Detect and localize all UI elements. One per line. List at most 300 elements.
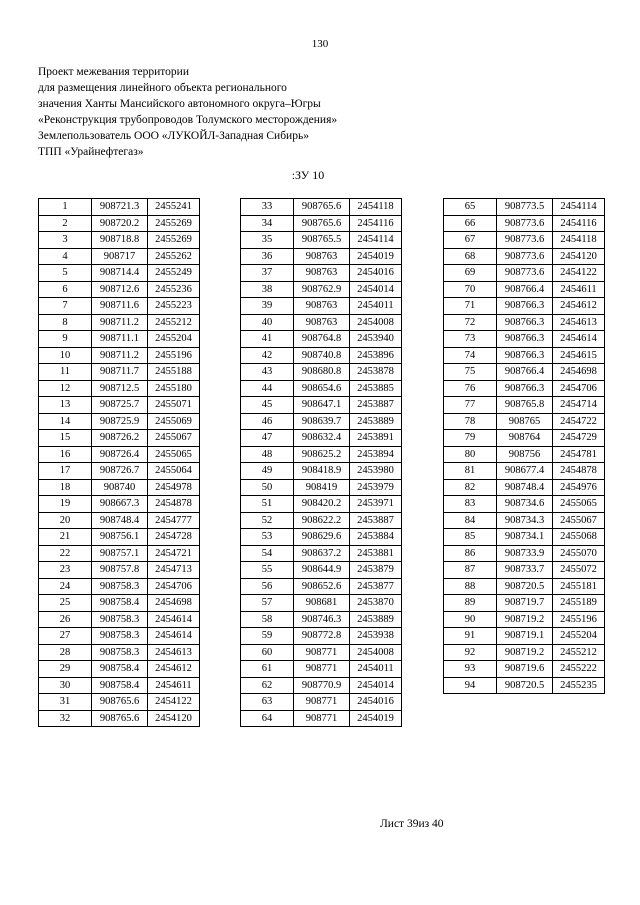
x-coordinate-cell: 908758.4 — [92, 661, 148, 678]
y-coordinate-cell: 2454713 — [148, 562, 200, 579]
x-coordinate-cell: 908667.3 — [92, 496, 148, 513]
point-number-cell: 92 — [444, 644, 497, 661]
y-coordinate-cell: 2453884 — [350, 529, 402, 546]
point-number-cell: 1 — [39, 199, 92, 216]
y-coordinate-cell: 2454698 — [553, 364, 605, 381]
table-row — [444, 446, 605, 463]
point-number-cell: 87 — [444, 562, 497, 579]
point-number-cell: 76 — [444, 380, 497, 397]
y-coordinate-cell: 2454698 — [148, 595, 200, 612]
point-number-cell: 67 — [444, 232, 497, 249]
point-number-cell: 65 — [444, 199, 497, 216]
x-coordinate-cell: 908711.2 — [92, 347, 148, 364]
table-row — [444, 529, 605, 546]
x-coordinate-cell: 908766.3 — [497, 380, 553, 397]
x-coordinate-cell: 908734.6 — [497, 496, 553, 513]
y-coordinate-cell: 2453980 — [350, 463, 402, 480]
x-coordinate-cell: 908758.3 — [92, 628, 148, 645]
point-number-cell: 94 — [444, 677, 497, 694]
x-coordinate-cell: 908748.4 — [92, 512, 148, 529]
x-coordinate-cell: 908765.6 — [92, 694, 148, 711]
point-number-cell: 74 — [444, 347, 497, 364]
x-coordinate-cell: 908740 — [92, 479, 148, 496]
table-row — [39, 644, 200, 661]
x-coordinate-cell: 908773.6 — [497, 248, 553, 265]
header-line: Землепользователь ООО «ЛУКОЙЛ-Западная Сибирь» — [38, 130, 309, 142]
y-coordinate-cell: 2455181 — [553, 578, 605, 595]
table-row — [444, 479, 605, 496]
point-number-cell: 55 — [241, 562, 294, 579]
point-number-cell: 46 — [241, 413, 294, 430]
table-row — [39, 595, 200, 612]
x-coordinate-cell: 908763 — [294, 265, 350, 282]
point-number-cell: 82 — [444, 479, 497, 496]
point-number-cell: 69 — [444, 265, 497, 282]
y-coordinate-cell: 2453938 — [350, 628, 402, 645]
point-number-cell: 16 — [39, 446, 92, 463]
point-number-cell: 9 — [39, 331, 92, 348]
point-number-cell: 93 — [444, 661, 497, 678]
point-number-cell: 75 — [444, 364, 497, 381]
point-number-cell: 84 — [444, 512, 497, 529]
y-coordinate-cell: 2454011 — [350, 661, 402, 678]
point-number-cell: 40 — [241, 314, 294, 331]
x-coordinate-cell: 908719.1 — [497, 628, 553, 645]
header-line: для размещения линейного объекта регионального — [38, 82, 287, 94]
y-coordinate-cell: 2454122 — [148, 694, 200, 711]
table-row — [241, 611, 402, 628]
y-coordinate-cell: 2453887 — [350, 397, 402, 414]
table-row — [444, 463, 605, 480]
coordinates-table-3 — [443, 198, 605, 694]
table-row — [39, 496, 200, 513]
table-row — [39, 677, 200, 694]
y-coordinate-cell: 2454118 — [553, 232, 605, 249]
point-number-cell: 62 — [241, 677, 294, 694]
y-coordinate-cell: 2454116 — [553, 215, 605, 232]
y-coordinate-cell: 2454016 — [350, 265, 402, 282]
x-coordinate-cell: 908717 — [92, 248, 148, 265]
y-coordinate-cell: 2454706 — [553, 380, 605, 397]
y-coordinate-cell: 2455065 — [553, 496, 605, 513]
y-coordinate-cell: 2455065 — [148, 446, 200, 463]
x-coordinate-cell: 908771 — [294, 644, 350, 661]
table-row — [241, 694, 402, 711]
x-coordinate-cell: 908771 — [294, 661, 350, 678]
table-row — [444, 644, 605, 661]
coordinates-table-1 — [38, 198, 200, 727]
x-coordinate-cell: 908766.3 — [497, 298, 553, 315]
point-number-cell: 5 — [39, 265, 92, 282]
point-number-cell: 25 — [39, 595, 92, 612]
table-row — [39, 314, 200, 331]
y-coordinate-cell: 2454714 — [553, 397, 605, 414]
point-number-cell: 38 — [241, 281, 294, 298]
x-coordinate-cell: 908644.9 — [294, 562, 350, 579]
x-coordinate-cell: 908766.3 — [497, 347, 553, 364]
point-number-cell: 39 — [241, 298, 294, 315]
y-coordinate-cell: 2455064 — [148, 463, 200, 480]
point-number-cell: 29 — [39, 661, 92, 678]
table-row — [241, 298, 402, 315]
table-row — [444, 248, 605, 265]
point-number-cell: 11 — [39, 364, 92, 381]
y-coordinate-cell: 2454614 — [148, 628, 200, 645]
table-row — [39, 661, 200, 678]
table-row — [241, 479, 402, 496]
header-line: ТПП «Урайнефтегаз» — [38, 146, 144, 158]
x-coordinate-cell: 908758.4 — [92, 595, 148, 612]
table-row — [39, 215, 200, 232]
table-row — [444, 677, 605, 694]
table-row — [39, 199, 200, 216]
y-coordinate-cell: 2454019 — [350, 248, 402, 265]
y-coordinate-cell: 2454706 — [148, 578, 200, 595]
x-coordinate-cell: 908637.2 — [294, 545, 350, 562]
point-number-cell: 37 — [241, 265, 294, 282]
x-coordinate-cell: 908711.2 — [92, 314, 148, 331]
table-row — [241, 265, 402, 282]
point-number-cell: 71 — [444, 298, 497, 315]
table-row — [241, 232, 402, 249]
y-coordinate-cell: 2455069 — [148, 413, 200, 430]
y-coordinate-cell: 2454014 — [350, 281, 402, 298]
table-row — [241, 215, 402, 232]
table-row — [444, 331, 605, 348]
table-row — [39, 281, 200, 298]
table-row — [241, 545, 402, 562]
x-coordinate-cell: 908766.4 — [497, 281, 553, 298]
x-coordinate-cell: 908773.6 — [497, 232, 553, 249]
point-number-cell: 10 — [39, 347, 92, 364]
x-coordinate-cell: 908758.3 — [92, 578, 148, 595]
y-coordinate-cell: 2454611 — [553, 281, 605, 298]
point-number-cell: 2 — [39, 215, 92, 232]
y-coordinate-cell: 2453881 — [350, 545, 402, 562]
y-coordinate-cell: 2455188 — [148, 364, 200, 381]
point-number-cell: 86 — [444, 545, 497, 562]
x-coordinate-cell: 908766.4 — [497, 364, 553, 381]
point-number-cell: 7 — [39, 298, 92, 315]
y-coordinate-cell: 2454120 — [553, 248, 605, 265]
y-coordinate-cell: 2454016 — [350, 694, 402, 711]
y-coordinate-cell: 2453896 — [350, 347, 402, 364]
point-number-cell: 45 — [241, 397, 294, 414]
table-row — [444, 545, 605, 562]
table-row — [39, 562, 200, 579]
point-number-cell: 72 — [444, 314, 497, 331]
point-number-cell: 59 — [241, 628, 294, 645]
table-row — [444, 232, 605, 249]
y-coordinate-cell: 2453878 — [350, 364, 402, 381]
table-row — [444, 215, 605, 232]
point-number-cell: 43 — [241, 364, 294, 381]
y-coordinate-cell: 2454612 — [553, 298, 605, 315]
y-coordinate-cell: 2455067 — [148, 430, 200, 447]
table-row — [241, 314, 402, 331]
header-line: Проект межевания территории — [38, 66, 189, 78]
table-row — [444, 496, 605, 513]
point-number-cell: 64 — [241, 710, 294, 727]
x-coordinate-cell: 908719.2 — [497, 611, 553, 628]
x-coordinate-cell: 908711.6 — [92, 298, 148, 315]
y-coordinate-cell: 2455269 — [148, 232, 200, 249]
y-coordinate-cell: 2453889 — [350, 611, 402, 628]
table-row — [39, 397, 200, 414]
point-number-cell: 49 — [241, 463, 294, 480]
y-coordinate-cell: 2453877 — [350, 578, 402, 595]
y-coordinate-cell: 2454114 — [350, 232, 402, 249]
point-number-cell: 60 — [241, 644, 294, 661]
y-coordinate-cell: 2454878 — [553, 463, 605, 480]
table-row — [241, 397, 402, 414]
table-row — [39, 298, 200, 315]
y-coordinate-cell: 2455212 — [553, 644, 605, 661]
y-coordinate-cell: 2454114 — [553, 199, 605, 216]
point-number-cell: 23 — [39, 562, 92, 579]
point-number-cell: 81 — [444, 463, 497, 480]
table-row — [39, 694, 200, 711]
x-coordinate-cell: 908765.6 — [294, 215, 350, 232]
point-number-cell: 70 — [444, 281, 497, 298]
table-row — [241, 512, 402, 529]
x-coordinate-cell: 908680.8 — [294, 364, 350, 381]
y-coordinate-cell: 2455222 — [553, 661, 605, 678]
y-coordinate-cell: 2455071 — [148, 397, 200, 414]
point-number-cell: 54 — [241, 545, 294, 562]
x-coordinate-cell: 908763 — [294, 314, 350, 331]
x-coordinate-cell: 908681 — [294, 595, 350, 612]
y-coordinate-cell: 2454721 — [148, 545, 200, 562]
y-coordinate-cell: 2453870 — [350, 595, 402, 612]
point-number-cell: 66 — [444, 215, 497, 232]
table-row — [444, 364, 605, 381]
table-row — [444, 430, 605, 447]
y-coordinate-cell: 2454729 — [553, 430, 605, 447]
point-number-cell: 18 — [39, 479, 92, 496]
y-coordinate-cell: 2454781 — [553, 446, 605, 463]
x-coordinate-cell: 908748.4 — [497, 479, 553, 496]
table-row — [39, 413, 200, 430]
table-row — [241, 380, 402, 397]
x-coordinate-cell: 908622.2 — [294, 512, 350, 529]
x-coordinate-cell: 908757.1 — [92, 545, 148, 562]
point-number-cell: 31 — [39, 694, 92, 711]
header-line: значения Ханты Мансийского автономного округа–Югры — [38, 98, 321, 110]
table-row — [241, 248, 402, 265]
y-coordinate-cell: 2455204 — [553, 628, 605, 645]
point-number-cell: 33 — [241, 199, 294, 216]
x-coordinate-cell: 908773.6 — [497, 265, 553, 282]
y-coordinate-cell: 2455196 — [148, 347, 200, 364]
x-coordinate-cell: 908629.6 — [294, 529, 350, 546]
y-coordinate-cell: 2454728 — [148, 529, 200, 546]
table-row — [241, 529, 402, 546]
x-coordinate-cell: 908770.9 — [294, 677, 350, 694]
y-coordinate-cell: 2454978 — [148, 479, 200, 496]
point-number-cell: 58 — [241, 611, 294, 628]
x-coordinate-cell: 908719.2 — [497, 644, 553, 661]
point-number-cell: 77 — [444, 397, 497, 414]
y-coordinate-cell: 2454614 — [553, 331, 605, 348]
y-coordinate-cell: 2454613 — [553, 314, 605, 331]
table-row — [241, 281, 402, 298]
table-row — [444, 281, 605, 298]
y-coordinate-cell: 2455236 — [148, 281, 200, 298]
point-number-cell: 19 — [39, 496, 92, 513]
table-row — [444, 397, 605, 414]
table-row — [241, 496, 402, 513]
point-number-cell: 12 — [39, 380, 92, 397]
table-row — [39, 380, 200, 397]
table-row — [39, 364, 200, 381]
point-number-cell: 48 — [241, 446, 294, 463]
x-coordinate-cell: 908757.8 — [92, 562, 148, 579]
x-coordinate-cell: 908720.5 — [497, 578, 553, 595]
y-coordinate-cell: 2455072 — [553, 562, 605, 579]
point-number-cell: 89 — [444, 595, 497, 612]
table-row — [444, 595, 605, 612]
y-coordinate-cell: 2453889 — [350, 413, 402, 430]
x-coordinate-cell: 908733.9 — [497, 545, 553, 562]
point-number-cell: 52 — [241, 512, 294, 529]
y-coordinate-cell: 2454008 — [350, 314, 402, 331]
x-coordinate-cell: 908718.8 — [92, 232, 148, 249]
table-row — [241, 595, 402, 612]
y-coordinate-cell: 2453894 — [350, 446, 402, 463]
coordinates-table-2 — [240, 198, 402, 727]
y-coordinate-cell: 2455068 — [553, 529, 605, 546]
x-coordinate-cell: 908712.6 — [92, 281, 148, 298]
point-number-cell: 21 — [39, 529, 92, 546]
table-row — [444, 562, 605, 579]
table-row — [241, 413, 402, 430]
point-number-cell: 47 — [241, 430, 294, 447]
y-coordinate-cell: 2455241 — [148, 199, 200, 216]
x-coordinate-cell: 908420.2 — [294, 496, 350, 513]
x-coordinate-cell: 908711.1 — [92, 331, 148, 348]
table-row — [241, 628, 402, 645]
table-row — [39, 347, 200, 364]
table-row — [39, 578, 200, 595]
point-number-cell: 83 — [444, 496, 497, 513]
point-number-cell: 3 — [39, 232, 92, 249]
x-coordinate-cell: 908725.7 — [92, 397, 148, 414]
x-coordinate-cell: 908726.7 — [92, 463, 148, 480]
y-coordinate-cell: 2454122 — [553, 265, 605, 282]
y-coordinate-cell: 2453891 — [350, 430, 402, 447]
table-row — [39, 331, 200, 348]
y-coordinate-cell: 2455204 — [148, 331, 200, 348]
table-row — [444, 347, 605, 364]
point-number-cell: 24 — [39, 578, 92, 595]
x-coordinate-cell: 908773.5 — [497, 199, 553, 216]
table-row — [444, 380, 605, 397]
point-number-cell: 15 — [39, 430, 92, 447]
y-coordinate-cell: 2455235 — [553, 677, 605, 694]
point-number-cell: 85 — [444, 529, 497, 546]
x-coordinate-cell: 908714.4 — [92, 265, 148, 282]
table-row — [241, 347, 402, 364]
point-number-cell: 61 — [241, 661, 294, 678]
table-row — [241, 677, 402, 694]
point-number-cell: 88 — [444, 578, 497, 595]
x-coordinate-cell: 908765.8 — [497, 397, 553, 414]
y-coordinate-cell: 2453940 — [350, 331, 402, 348]
table-row — [241, 578, 402, 595]
point-number-cell: 13 — [39, 397, 92, 414]
table-row — [39, 545, 200, 562]
y-coordinate-cell: 2454019 — [350, 710, 402, 727]
x-coordinate-cell: 908418.9 — [294, 463, 350, 480]
x-coordinate-cell: 908677.4 — [497, 463, 553, 480]
y-coordinate-cell: 2455223 — [148, 298, 200, 315]
y-coordinate-cell: 2454116 — [350, 215, 402, 232]
y-coordinate-cell: 2455070 — [553, 545, 605, 562]
page-number: 130 — [311, 38, 329, 50]
x-coordinate-cell: 908712.5 — [92, 380, 148, 397]
table-row — [444, 413, 605, 430]
x-coordinate-cell: 908765 — [497, 413, 553, 430]
y-coordinate-cell: 2455212 — [148, 314, 200, 331]
table-row — [39, 611, 200, 628]
x-coordinate-cell: 908720.5 — [497, 677, 553, 694]
x-coordinate-cell: 908639.7 — [294, 413, 350, 430]
point-number-cell: 35 — [241, 232, 294, 249]
table-row — [241, 644, 402, 661]
y-coordinate-cell: 2454120 — [148, 710, 200, 727]
x-coordinate-cell: 908766.3 — [497, 331, 553, 348]
x-coordinate-cell: 908632.4 — [294, 430, 350, 447]
x-coordinate-cell: 908719.7 — [497, 595, 553, 612]
x-coordinate-cell: 908765.5 — [294, 232, 350, 249]
x-coordinate-cell: 908765.6 — [92, 710, 148, 727]
table-row — [241, 463, 402, 480]
point-number-cell: 51 — [241, 496, 294, 513]
point-number-cell: 44 — [241, 380, 294, 397]
x-coordinate-cell: 908740.8 — [294, 347, 350, 364]
table-row — [241, 710, 402, 727]
point-number-cell: 73 — [444, 331, 497, 348]
point-number-cell: 79 — [444, 430, 497, 447]
point-number-cell: 34 — [241, 215, 294, 232]
table-row — [39, 529, 200, 546]
x-coordinate-cell: 908625.2 — [294, 446, 350, 463]
y-coordinate-cell: 2454011 — [350, 298, 402, 315]
y-coordinate-cell: 2454118 — [350, 199, 402, 216]
table-row — [39, 628, 200, 645]
x-coordinate-cell: 908771 — [294, 710, 350, 727]
table-row — [444, 512, 605, 529]
table-row — [444, 661, 605, 678]
y-coordinate-cell: 2455196 — [553, 611, 605, 628]
table-row — [39, 232, 200, 249]
point-number-cell: 80 — [444, 446, 497, 463]
x-coordinate-cell: 908711.7 — [92, 364, 148, 381]
point-number-cell: 22 — [39, 545, 92, 562]
y-coordinate-cell: 2454777 — [148, 512, 200, 529]
x-coordinate-cell: 908647.1 — [294, 397, 350, 414]
zone-title: :ЗУ 10 — [291, 168, 325, 182]
point-number-cell: 56 — [241, 578, 294, 595]
point-number-cell: 57 — [241, 595, 294, 612]
x-coordinate-cell: 908734.1 — [497, 529, 553, 546]
x-coordinate-cell: 908756.1 — [92, 529, 148, 546]
y-coordinate-cell: 2454008 — [350, 644, 402, 661]
table-row — [39, 710, 200, 727]
table-row — [39, 463, 200, 480]
x-coordinate-cell: 908766.3 — [497, 314, 553, 331]
